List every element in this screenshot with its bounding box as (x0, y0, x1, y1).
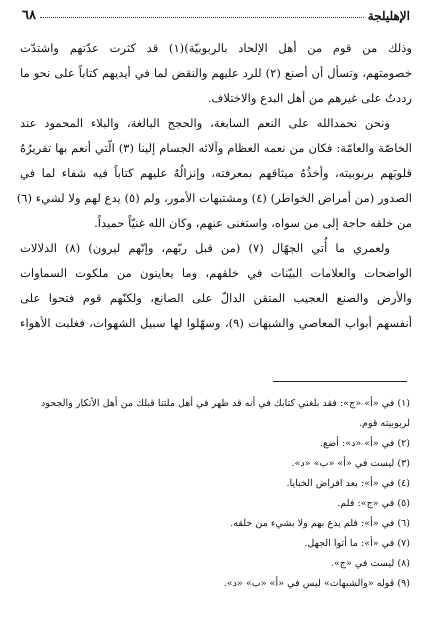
text-line: خصومتهم، وتسأل أن أصنع (٢) للرد عليهم والنقض لما في أيديهم كتاباً على نحو ما (20, 66, 412, 80)
footnote: (٧) في «أ»: ما أتوا الجهل. (304, 538, 410, 549)
text-line: رددتُ على غيرهم من أهل البدع والاختلاف. (207, 91, 412, 105)
text-line: وذلك من قوم من أهل الإلحاد بالربوبيّة)(١) قد كثرت عدّتهم واشتدّت (20, 41, 413, 55)
footnote: (٤) في «أ»: بعد افراض الخبايا. (286, 478, 410, 489)
text-line: الصدور (من أمراض الخواطر) (٤) ومشتبهات الأمور، ولم (٥) يدع لهم ولا لشيء (٦) (16, 191, 412, 205)
text-line: أنفسهم أبواب المعاصي والشبهات (٩)، وسهّلوا لها سبيل الشهوات، فغلبت الأهواء (20, 316, 412, 330)
main-text (16, 36, 413, 336)
text-line: ونحن نحمدالله على النعم السابغة، والحجج البالغة، والبلاء المحمود عند (20, 116, 390, 130)
header-dotted-leader (40, 17, 364, 18)
footnote: (٩) قوله «والشبهات» ليس في «أ» «ب» «د». (223, 578, 410, 589)
footnote: (٨) ليست في «ج». (330, 558, 410, 569)
footnote: لربوبيته قوم. (358, 418, 410, 429)
footnote: (٦) في «أ»: فلم يدع بهم ولا بشيء من خلقه. (230, 518, 410, 529)
footnotes (20, 394, 410, 594)
text-line: الخاصّة والعامّة: فكان من نعمه العظام وآلائه الجسام إلينا (٣) الّتي أنعم بها تقريرُهُ (20, 141, 412, 155)
page-number: ٦٨ (22, 8, 36, 23)
footnote: (٢) في «أ» «د»: أضع. (319, 438, 410, 449)
text-line: الواضحات والعلامات البيّنات في خلقهم، وما يعاينون من ملكوت السماوات (20, 266, 412, 280)
text-line: من خلقه حاجة إلى من سواه، واستغنى عنهم، وكان الله غنيّاً حميداً. (94, 216, 412, 230)
footnote: (٣) ليست في «أ» «ب» «د». (291, 458, 410, 469)
text-line: والأرض والصنع العجيب المتقن الدالّ على الصانع، ولكنّهم قوم فتحوا على (20, 291, 412, 305)
footnote-separator (273, 381, 407, 382)
footnote: (٥) في «ج»: فلم. (337, 498, 410, 509)
text-line: قلوبَهم بربوبيته، وأخذُهُ ميثاقهم بمعرفته، وإنزالُهُ عليهم كتاباً فيه شفاء لما في (20, 166, 412, 180)
text-line: ولعمري ما أُتي الجهّال (٧) (من قبل ربّهم، وإنّهم ليرون) (٨) الدلالات (20, 241, 390, 255)
running-header (22, 3, 410, 23)
running-title: الإهليلجة (367, 9, 410, 23)
footnote: (١) في «أ» «ج»: فقد بلغني كتابك في أنه قد ظهر في أهل ملتنا قبلك من أهل الأنكار والجحود (41, 398, 410, 409)
